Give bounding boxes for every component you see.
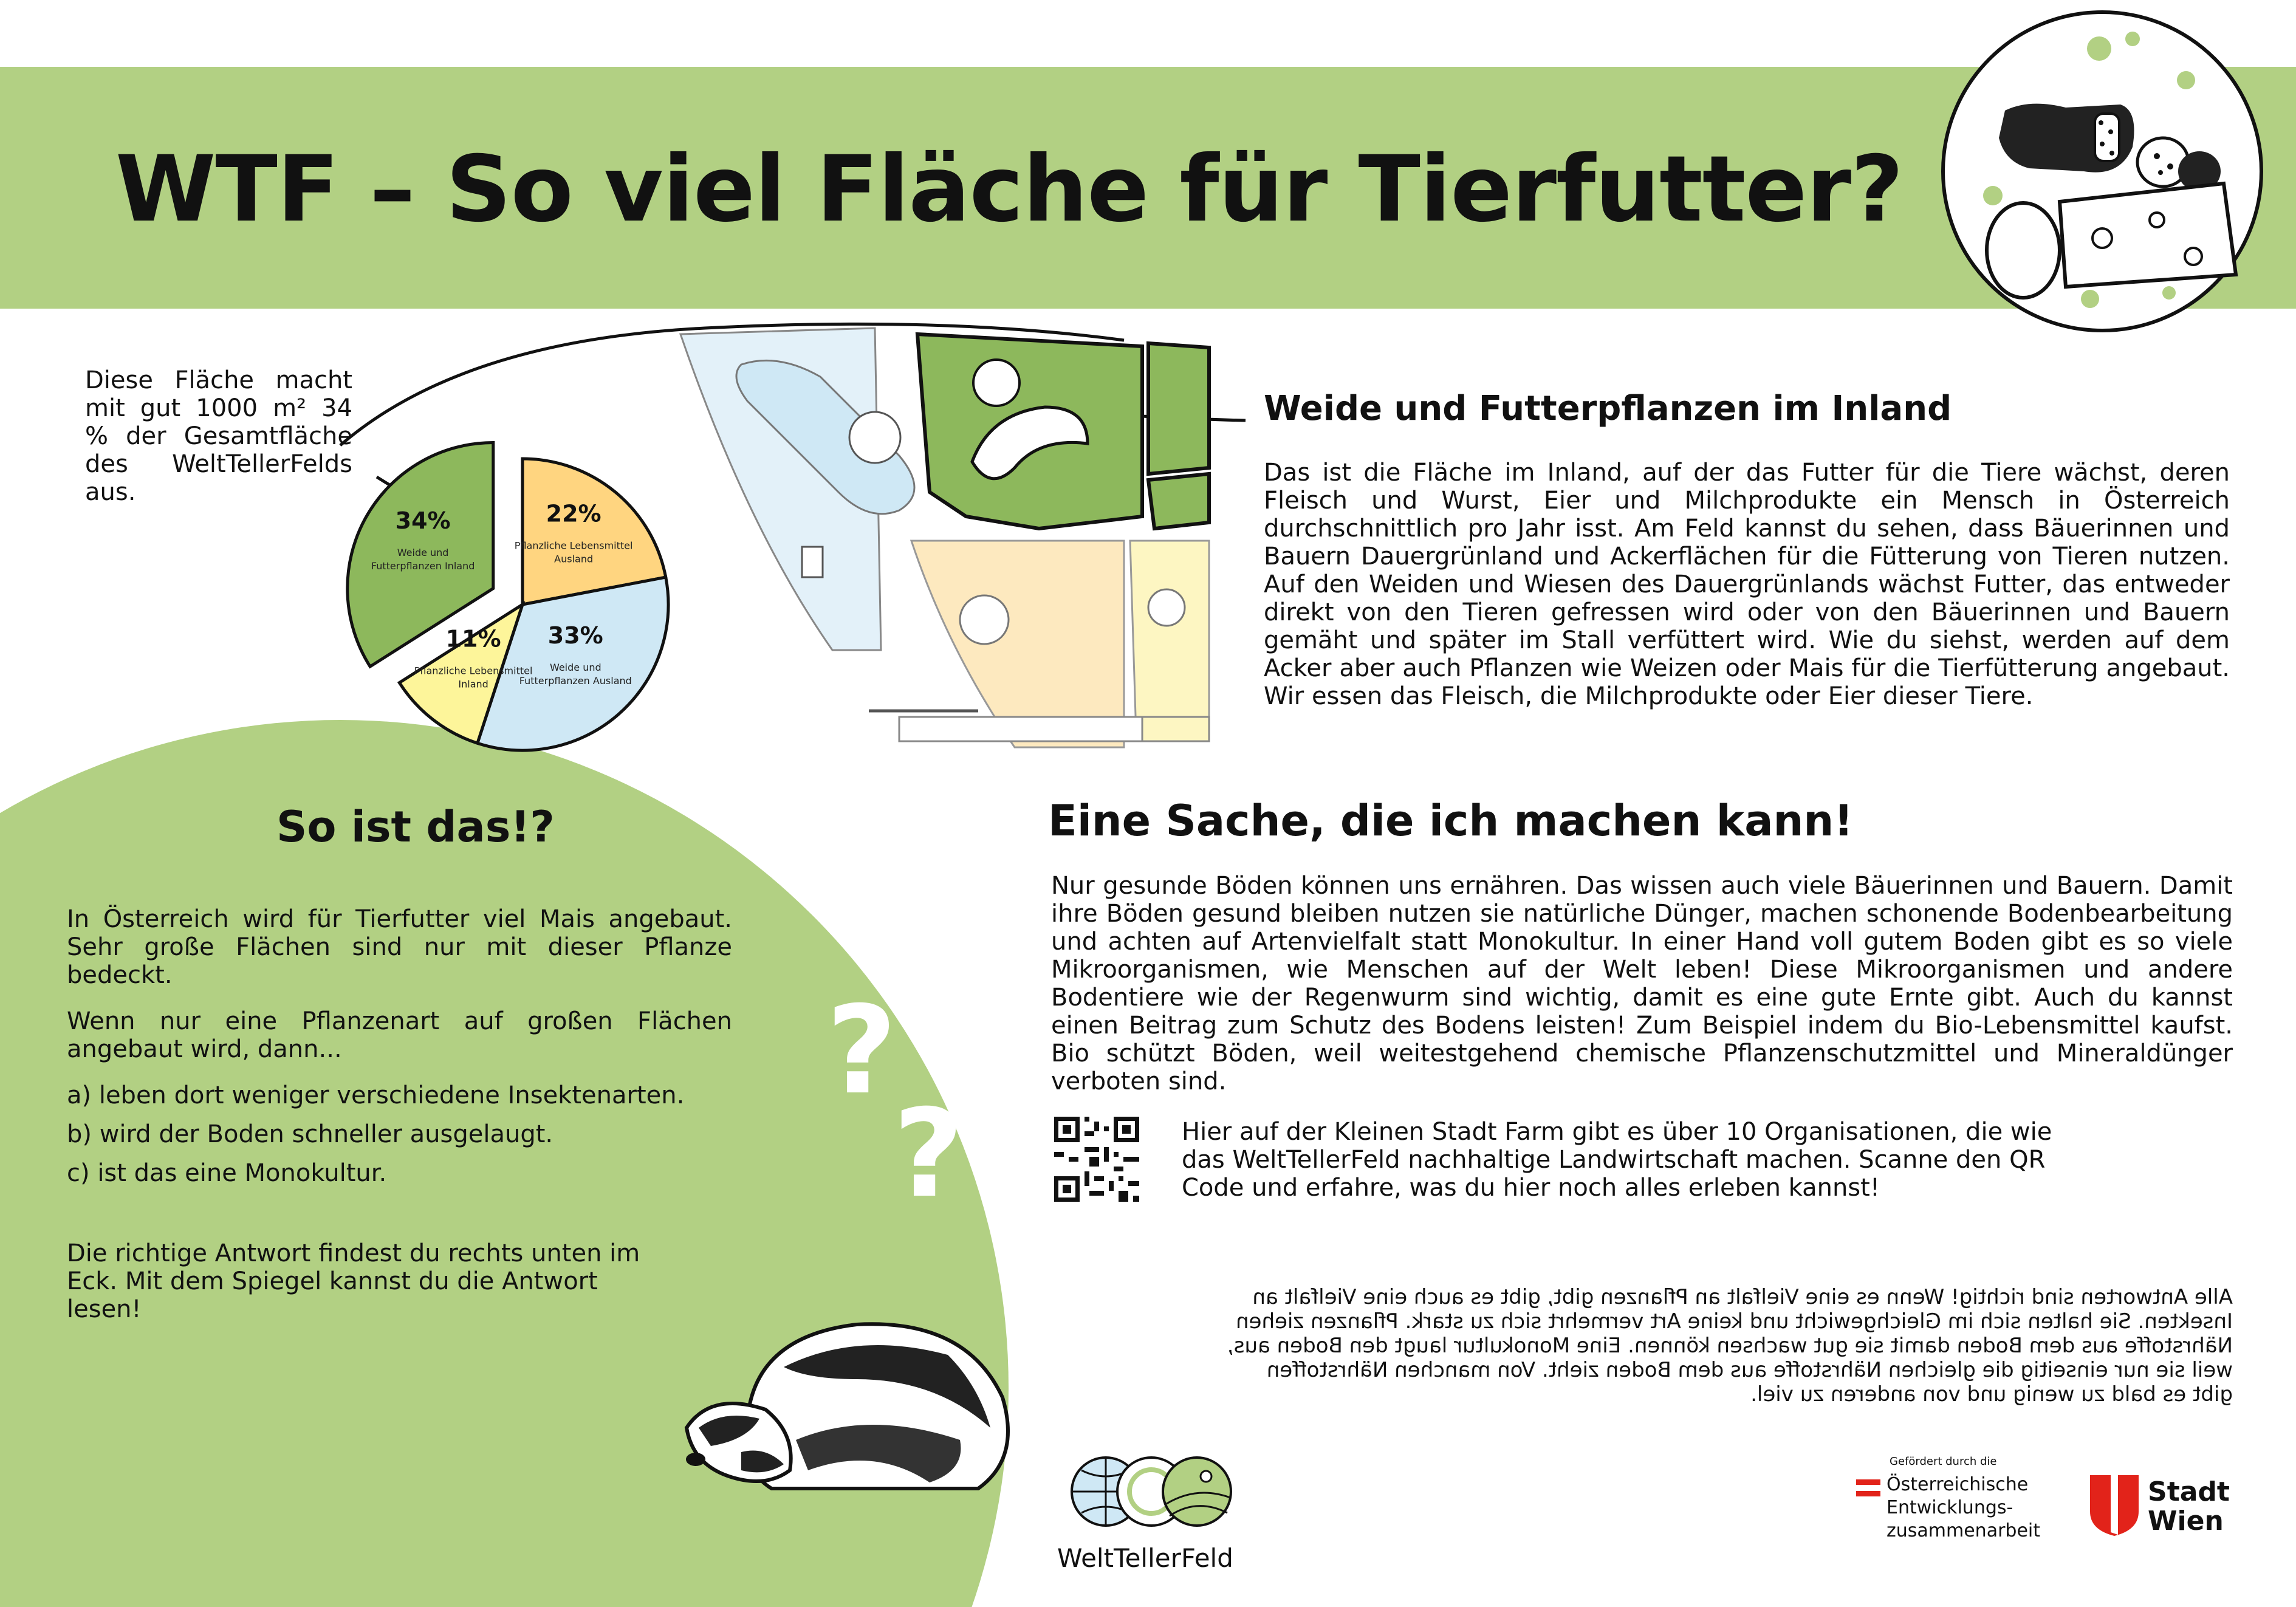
question-mark: ? [826,980,897,1122]
quiz-option: b) wird der Boden schneller ausgelaugt. [67,1120,553,1148]
quiz-heading: So ist das!? [276,802,555,852]
pie-value-label: 22% [546,500,601,527]
field-map-illustration [674,310,1221,772]
qr-text: Hier auf der Kleinen Stadt Farm gibt es über 10 Organisationen, die wie das WeltTellerFeld nachhaltige Landwirtschaft machen. Scanne den QR Code und erfahre, was du hier noch alles erleben kannst! [1182,1118,2052,1202]
area-pie-chart [340,437,705,766]
pie-category-label: Pflanzliche Lebensmittel [514,540,633,552]
quiz-text [67,905,732,1187]
pie-category-label: Inland [458,678,488,690]
chart-note: Diese Fläche macht mit gut 1000 m² 34 % der Gesamtfläche des WeltTellerFelds aus. [85,366,352,506]
wien-shield-icon [2090,1475,2139,1536]
action-heading: Eine Sache, die ich machen kann! [1048,796,1854,846]
brand-name: WeltTellerFeld [1057,1543,1233,1573]
pie-value-label: 34% [395,507,451,534]
inland-text: Das ist die Fläche im Inland, auf der das Futter für die Tiere wächst, deren Fleisch und Wurst, Eier und Milchprodukte ein Mensch in Österreich durchschnittlich pro Jahr isst. Am Feld kannst du sehen, dass Bäuerinnen und Bauern Dauergrünland und Ackerflächen für die Fütterung von Tieren nutzen. Auf den Weiden und Wiesen des Dauergrünlands wächst Futter, das entweder direkt von den Tieren gefressen wird oder von den Bäuerinnen und Bauern gemäht und später im Stall verfüttert wird. Wie du siehst, werden auf dem Acker aber auch Pflanzen wie Weizen oder Mais für die Tierfütterung angebaut. Wir essen das Fleisch, die Milchprodukte oder Eier dieser Tiere. [1264,459,2230,710]
quiz-option: c) ist das eine Monokultur. [67,1159,387,1187]
badger-illustration [674,1288,1027,1507]
inland-heading: Weide und Futterpflanzen im Inland [1264,389,1952,428]
pie-value-label: 11% [445,625,501,653]
question-mark: ? [893,1083,964,1225]
question-mark: ? [948,950,1019,1091]
action-text: Nur gesunde Böden können uns ernähren. Das wissen auch viele Bäuerinnen und Bauern. Damit ihre Böden gesund bleiben nutzen sie natürliche Dünger, machen schonende Bodenbearbeitung und achten auf Artenvielfalt statt Monokultur. In einer Hand voll gutem Boden gibt es so viele Mikroorganismen, wie Menschen auf der Welt leben! Diese Mikroorganismen und andere Bodentiere wie der Regenwurm sind wichtig, damit es eine gute Ernte gibt. Auch du kannst einen Beitrag zum Schutz des Bodens leisten! Zum Beispiel indem du Bio-Lebensmittel kaufst. Bio schützt Böden, weil weitestgehend chemische Pflanzenschutzmittel und Mineraldünger verboten sind. [1051,872,2233,1095]
pie-category-label: Weide und [549,662,601,674]
pie-category-label: Futterpflanzen Inland [371,560,475,572]
pie-category-label: Ausland [554,553,594,565]
austria-flag-icon [1856,1479,1880,1496]
quiz-hint: Die richtige Antwort findest du rechts unten im Eck. Mit dem Spiegel kannst du die Antwort lesen! [67,1239,640,1323]
ada-name: Österreichische Entwicklungs- zusammenarbeit [1886,1474,2041,1541]
pie-value-label: 33% [547,622,603,649]
quiz-option: a) leben dort weniger verschiedene Insektenarten. [67,1081,685,1109]
pie-category-label: Futterpflanzen Ausland [519,675,632,687]
welttellerfeld-logo-icon [1069,1455,1233,1528]
mirrored-answer: Alle Antworten sind richtig! Wenn es eine Vielfalt an Pflanzen gibt, gibt es auch eine Vielfalt an Insekten. Sie halten sich im Gleichgewicht und keine Art vermehrt sich zu stark. Pflanzen ziehen Nährstoffe aus dem Boden damit sie gut wachsen können. Eine Monokultur laugt den Boden aus, weil sie nur einseitig die gleichen Nährstoffe aus dem Boden zieht. Von manchen Nährstoffen gibt es bald zu wenig und von anderen zu viel. [1227,1285,2233,1407]
page-title: WTF – So viel Fläche für Tierfutter? [115,137,1904,242]
pie-category-label: Weide und [397,546,449,558]
wien-name: Stadt Wien [2148,1476,2230,1537]
pie-category-label: Pflanzliche Lebensmittel [414,665,533,677]
funded-by-label: Gefördert durch die [1890,1455,1997,1468]
quiz-question: Wenn nur eine Pflanzenart auf großen Flächen angebaut wird, dann... [67,1007,732,1063]
qr-code[interactable] [1054,1117,1139,1202]
quiz-intro: In Österreich wird für Tierfutter viel Mais angebaut. Sehr große Flächen sind nur mit dieser Pflanze bedeckt. [67,905,732,989]
